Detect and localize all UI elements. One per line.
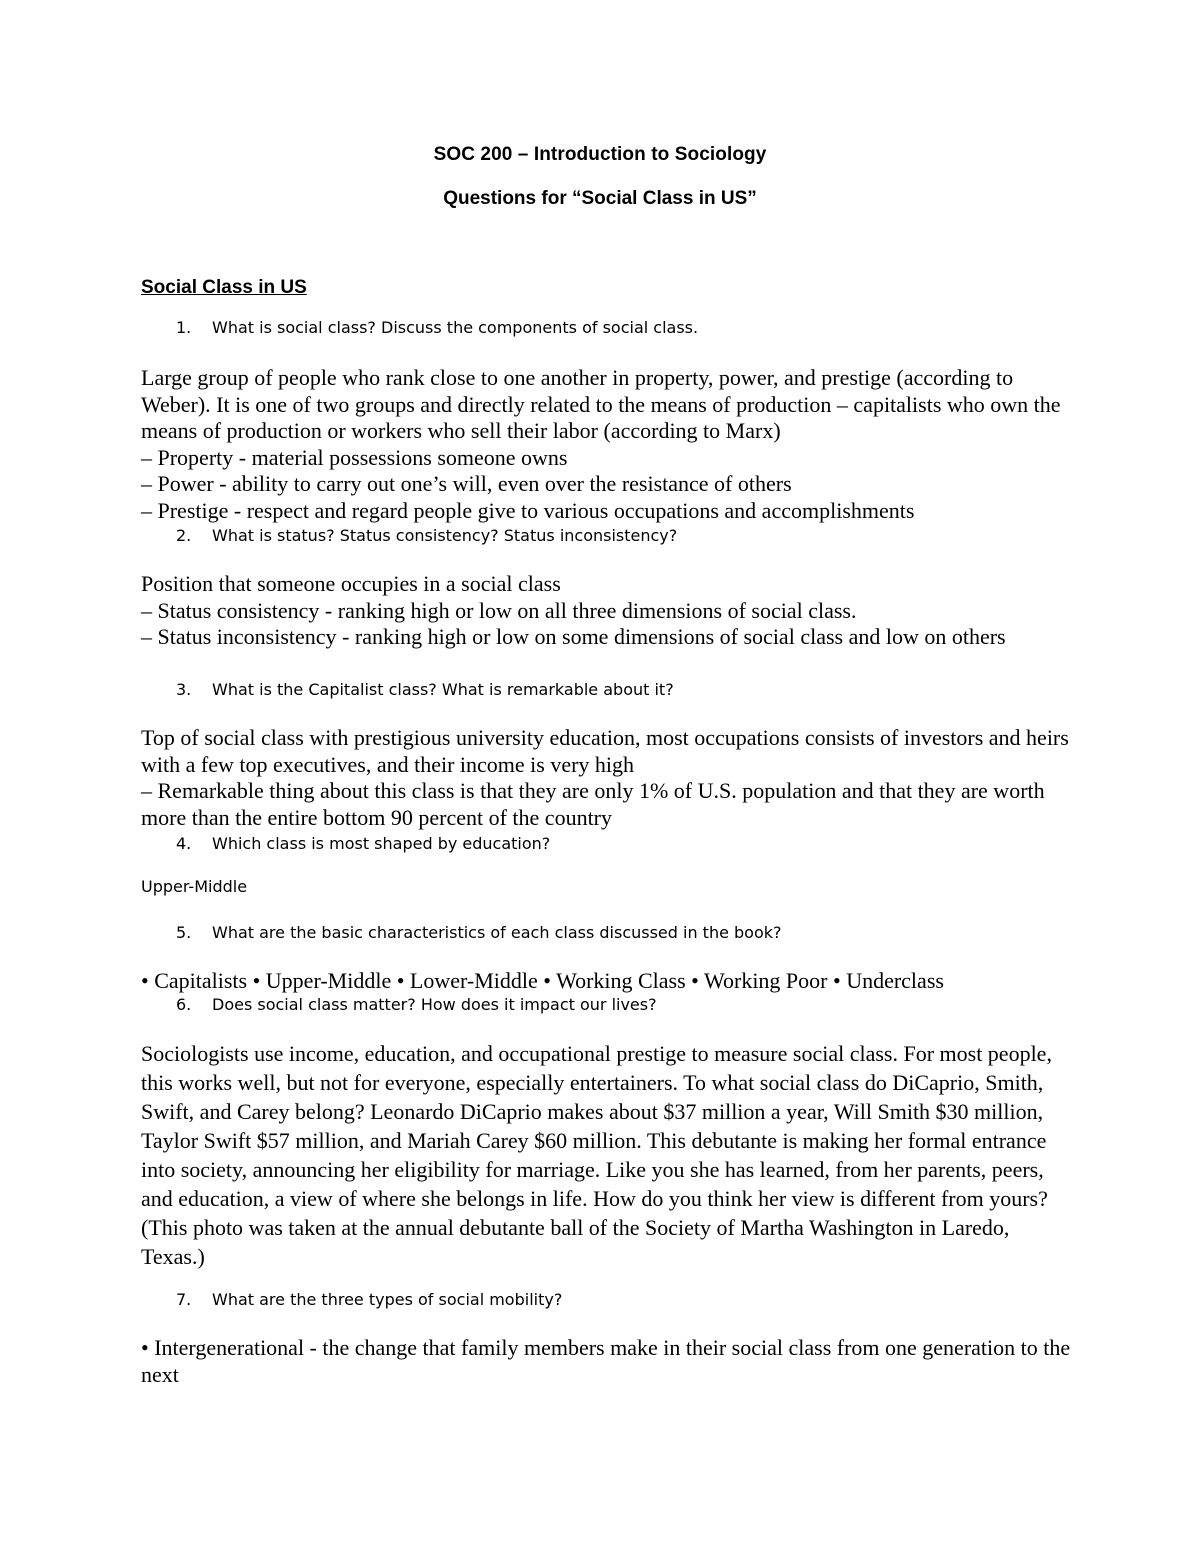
answer-line: – Prestige - respect and regard people give to various occupations and accomplishments bbox=[141, 497, 915, 523]
question-text: What is status? Status consistency? Status inconsistency? bbox=[212, 526, 678, 545]
section-heading: Social Class in US bbox=[141, 277, 307, 298]
document-title: SOC 200 – Introduction to Sociology bbox=[433, 144, 767, 165]
answer-line: – Status inconsistency - ranking high or low on some dimensions of social class and low on others bbox=[141, 624, 1006, 649]
question-number: 7. bbox=[176, 1290, 192, 1309]
answer-paragraph: – Remarkable thing about this class is that they are only 1% of U.S. population and that they are worth more than the entire bottom 90 percent of the country bbox=[141, 778, 1045, 830]
question-number: 6. bbox=[176, 995, 192, 1014]
question-text: What is social class? Discuss the components of social class. bbox=[212, 318, 699, 337]
answer-4: Upper-Middle bbox=[141, 877, 248, 896]
question-4 bbox=[176, 834, 550, 853]
question-1 bbox=[176, 318, 698, 337]
answer-7 bbox=[141, 1335, 1071, 1388]
answer-paragraph: • Intergenerational - the change that family members make in their social class from one generation to the next bbox=[141, 1335, 1071, 1387]
question-text: Which class is most shaped by education? bbox=[212, 834, 551, 853]
answer-3 bbox=[141, 725, 1071, 831]
question-3 bbox=[176, 680, 674, 699]
answer-line: Position that someone occupies in a social class bbox=[141, 571, 561, 596]
answer-line: – Property - material possessions someone owns bbox=[141, 444, 568, 470]
question-number: 5. bbox=[176, 923, 192, 942]
answer-paragraph: Large group of people who rank close to one another in property, power, and prestige (according to Weber). It is one of two groups and directly related to the means of production – capitalists who own the means of production or workers who sell their labor (according to Marx) bbox=[141, 365, 1061, 443]
question-number: 3. bbox=[176, 680, 192, 699]
answer-line: – Power - ability to carry out one’s will, even over the resistance of others bbox=[141, 471, 792, 496]
answer-line: – Status consistency - ranking high or low on all three dimensions of social class. bbox=[141, 597, 857, 623]
answer-paragraph: Sociologists use income, education, and occupational prestige to measure social class. For most people, this works well, but not for everyone, especially entertainers. To what social class do DiCaprio, Smith, Swift, and Carey belong? Leonardo DiCaprio makes about $37 million a year, Will Smith $30 million, Taylor Swift $57 million, and Mariah Carey $60 million. This debutante is making her formal entrance into society, announcing her eligibility for marriage. Like you she has learned, from her parents, peers, and education, a view of where she belongs in life. How do you think her view is different from yours? (This photo was taken at the annual debutante ball of the Society of Martha Washington in Laredo, Texas.) bbox=[141, 1041, 1052, 1269]
answer-1 bbox=[141, 365, 1071, 524]
question-5 bbox=[176, 923, 782, 942]
question-number: 2. bbox=[176, 526, 192, 545]
answer-line: • Capitalists • Upper-Middle • Lower-Middle • Working Class • Working Poor • Underclass bbox=[141, 968, 944, 993]
answer-paragraph: Top of social class with prestigious university education, most occupations consists of investors and heirs with a few top executives, and their income is very high bbox=[141, 725, 1069, 777]
question-number: 1. bbox=[176, 318, 192, 337]
document-subtitle: Questions for “Social Class in US” bbox=[443, 188, 757, 209]
question-text: Does social class matter? How does it impact our lives? bbox=[212, 995, 657, 1014]
answer-5 bbox=[141, 968, 1071, 995]
answer-6 bbox=[141, 1039, 1071, 1271]
question-6 bbox=[176, 995, 657, 1014]
question-2 bbox=[176, 526, 677, 545]
question-text: What are the basic characteristics of each class discussed in the book? bbox=[212, 923, 782, 942]
question-number: 4. bbox=[176, 834, 192, 853]
question-7 bbox=[176, 1290, 562, 1309]
question-text: What are the three types of social mobility? bbox=[212, 1290, 563, 1309]
answer-2 bbox=[141, 571, 1071, 651]
question-text: What is the Capitalist class? What is remarkable about it? bbox=[212, 680, 674, 699]
